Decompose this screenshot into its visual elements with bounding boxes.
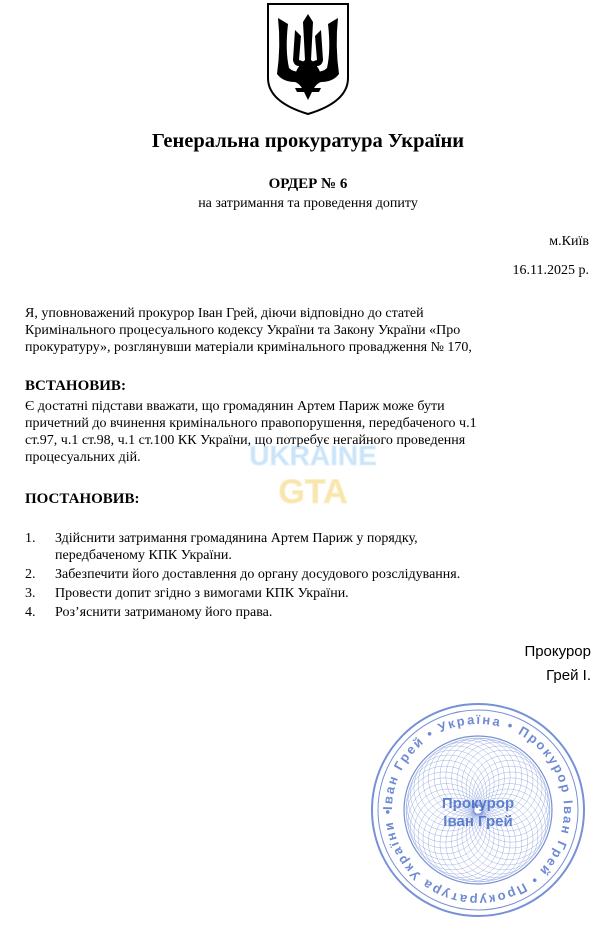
list-item-line: Провести допит згідно з вимогами КПК України. <box>55 586 349 601</box>
official-stamp <box>368 700 588 920</box>
signature-name: Грей І. <box>546 667 591 684</box>
list-item-number: 4. <box>25 605 36 620</box>
document-date: 16.11.2025 р. <box>512 263 589 278</box>
watermark-line2: GTA <box>278 473 348 510</box>
order-subtitle: на затримання та проведення допиту <box>198 196 418 211</box>
watermark-line1: UKRAINE <box>249 440 377 471</box>
list-item <box>25 566 595 583</box>
signature-role: Прокурор <box>524 643 591 660</box>
intro-line: прокуратуру», розглянувши матеріали кримінального провадження № 170, <box>25 340 472 355</box>
established-line: Є достатні підстави вважати, що громадянин Артем Париж може бути <box>25 399 445 414</box>
list-item-line: Роз’яснити затриманому його права. <box>55 605 273 620</box>
list-item-number: 2. <box>25 567 36 582</box>
document-city: м.Київ <box>549 234 589 249</box>
stamp-center-line1: Прокурор <box>441 795 515 812</box>
established-line: процесуальних дій. <box>25 450 141 465</box>
list-item <box>25 604 595 621</box>
intro-paragraph <box>25 305 595 356</box>
list-item <box>25 530 595 564</box>
intro-line: Кримінального процесуального кодексу України та Закону України «Про <box>25 323 461 338</box>
list-item-line: Здійснити затримання громадянина Артем Париж у порядку, <box>55 531 418 546</box>
ukraine-trident-icon <box>265 2 351 116</box>
established-heading: ВСТАНОВИВ: <box>25 378 126 394</box>
list-item <box>25 585 595 602</box>
resolved-list <box>25 530 595 623</box>
list-item-number: 1. <box>25 531 36 546</box>
established-line: ст.97, ч.1 ст.98, ч.1 ст.100 КК України, що потребує негайного проведення <box>25 433 466 448</box>
list-item-number: 3. <box>25 586 36 601</box>
list-item-line: Забезпечити його доставлення до органу досудового розслідування. <box>55 567 461 582</box>
order-number: ОРДЕР № 6 <box>268 176 348 192</box>
resolved-heading: ПОСТАНОВИВ: <box>25 491 140 507</box>
document-title: Генеральна прокуратура України <box>151 130 465 152</box>
stamp-center-line2: Іван Грей <box>443 813 513 830</box>
intro-line: Я, уповноважений прокурор Іван Грей, діючи відповідно до статей <box>25 306 424 321</box>
watermark-logo <box>223 435 403 510</box>
established-line: причетний до вчинення кримінального правопорушення, передбаченого ч.1 <box>25 416 477 431</box>
list-item-line: передбаченому КПК України. <box>55 548 232 563</box>
stamp-ring-text: Іван Грей • Україна • Прокурор Іван Грей • Прокуратура України • <box>379 711 577 909</box>
